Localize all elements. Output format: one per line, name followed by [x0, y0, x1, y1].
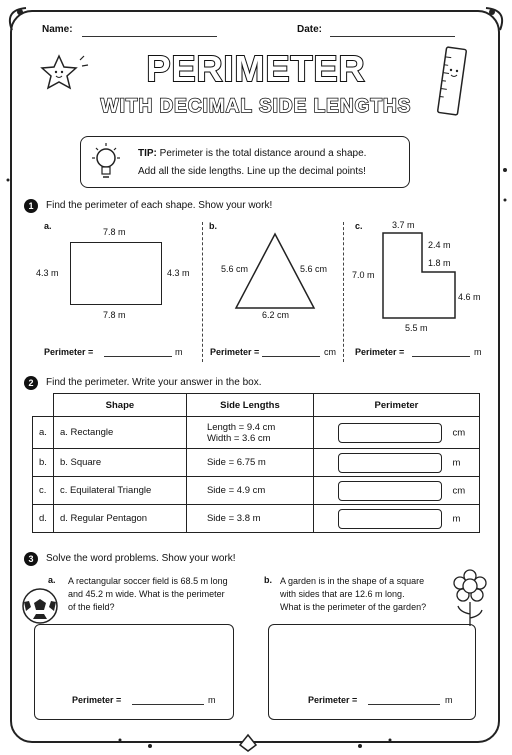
section-3-instruction: Solve the word problems. Show your work! — [46, 553, 236, 564]
s1b-right: 5.6 cm — [300, 264, 328, 274]
name-label: Name: — [42, 24, 73, 35]
s1a-unit: m — [175, 347, 183, 357]
s1c-inner-v: 2.4 m — [428, 240, 451, 250]
row-perimeter: cm — [313, 477, 479, 505]
s1c-unit: m — [474, 347, 482, 357]
s1b-answer-field[interactable] — [262, 356, 320, 357]
row-perimeter: cm — [313, 417, 479, 449]
tip-box — [80, 136, 410, 188]
s1b-bottom: 6.2 cm — [262, 310, 290, 320]
row-sides: Side = 6.75 m — [186, 449, 313, 477]
s3b-work-area[interactable] — [268, 624, 476, 720]
s1c-right: 4.6 m — [458, 292, 481, 302]
s1c-bottom: 5.5 m — [405, 323, 428, 333]
name-field[interactable] — [82, 36, 217, 37]
s1b-letter: b. — [209, 221, 217, 231]
col-shape: Shape — [53, 394, 186, 417]
s3b-unit: m — [445, 695, 453, 705]
flower-icon — [450, 568, 490, 628]
tip-line-1: Perimeter is the total distance around a shape. — [159, 148, 367, 159]
s3a-work-area[interactable] — [34, 624, 234, 720]
tip-line-2: Add all the side lengths. Line up the decimal points! — [138, 166, 366, 177]
s1c-answer-field[interactable] — [412, 356, 470, 357]
date-field[interactable] — [330, 36, 455, 37]
s3a-letter: a. — [48, 575, 56, 585]
table-row — [33, 505, 480, 533]
section-1-instruction: Find the perimeter of each shape. Show your work! — [46, 200, 273, 211]
row-index: b. — [33, 449, 54, 477]
s3b-letter: b. — [264, 575, 272, 585]
row-sides: Length = 9.4 cm Width = 3.6 cm — [186, 417, 313, 449]
row-shape: c. Equilateral Triangle — [53, 477, 186, 505]
row-index: a. — [33, 417, 54, 449]
s1a-bottom: 7.8 m — [103, 310, 126, 320]
star-icon — [34, 52, 90, 94]
answer-box[interactable] — [338, 453, 442, 473]
row-perimeter: m — [313, 505, 479, 533]
answer-box[interactable] — [338, 423, 442, 443]
col-side-lengths: Side Lengths — [186, 394, 313, 417]
s3a-answer-label: Perimeter = — [72, 695, 122, 705]
s1a-answer-label: Perimeter = — [44, 347, 94, 357]
divider — [202, 222, 203, 362]
section-2-number: 2 — [24, 376, 38, 390]
answer-box[interactable] — [338, 509, 442, 529]
section-3-number: 3 — [24, 552, 38, 566]
s1c-answer-label: Perimeter = — [355, 347, 405, 357]
s3b-problem: A garden is in the shape of a square with sides that are 12.6 m long. What is the perimeter of the garden? — [280, 576, 427, 612]
table-row — [33, 417, 480, 449]
s1a-left: 4.3 m — [36, 268, 59, 278]
perimeter-table — [32, 393, 480, 533]
s1a-letter: a. — [44, 221, 52, 231]
row-shape: b. Square — [53, 449, 186, 477]
s3a-unit: m — [208, 695, 216, 705]
col-perimeter: Perimeter — [313, 394, 479, 417]
s3a-problem: A rectangular soccer field is 68.5 m long and 45.2 m wide. What is the perimeter of the field? — [68, 576, 228, 612]
table-row — [33, 449, 480, 477]
page-title: PERIMETER — [146, 48, 366, 89]
row-index: d. — [33, 505, 54, 533]
s1b-answer-label: Perimeter = — [210, 347, 260, 357]
row-index: c. — [33, 477, 54, 505]
s1a-top: 7.8 m — [103, 227, 126, 237]
row-shape: a. Rectangle — [53, 417, 186, 449]
table-row — [33, 477, 480, 505]
soccer-ball-icon — [20, 586, 60, 626]
s3b-answer-field[interactable] — [368, 704, 440, 705]
s1c-top: 3.7 m — [392, 220, 415, 230]
s1c-inner-h: 1.8 m — [428, 258, 451, 268]
section-1-number: 1 — [24, 199, 38, 213]
divider — [343, 222, 344, 362]
ruler-icon — [432, 44, 478, 122]
table-header-row — [33, 394, 480, 417]
row-shape: d. Regular Pentagon — [53, 505, 186, 533]
s3b-answer-label: Perimeter = — [308, 695, 358, 705]
s1b-left: 5.6 cm — [221, 264, 249, 274]
row-sides: Side = 4.9 cm — [186, 477, 313, 505]
s3a-answer-field[interactable] — [132, 704, 204, 705]
s1a-right: 4.3 m — [167, 268, 190, 278]
page-subtitle: WITH DECIMAL SIDE LENGTHS — [100, 96, 412, 117]
tip-label: TIP: — [138, 148, 157, 159]
s1c-left: 7.0 m — [352, 270, 375, 280]
date-label: Date: — [297, 24, 323, 35]
lightbulb-icon — [88, 140, 124, 186]
s1a-answer-field[interactable] — [104, 356, 172, 357]
answer-box[interactable] — [338, 481, 442, 501]
row-sides: Side = 3.8 m — [186, 505, 313, 533]
s1c-letter: c. — [355, 221, 363, 231]
rectangle-shape — [70, 242, 162, 305]
s1b-unit: cm — [324, 347, 336, 357]
section-2-instruction: Find the perimeter. Write your answer in the box. — [46, 377, 262, 388]
row-perimeter: m — [313, 449, 479, 477]
